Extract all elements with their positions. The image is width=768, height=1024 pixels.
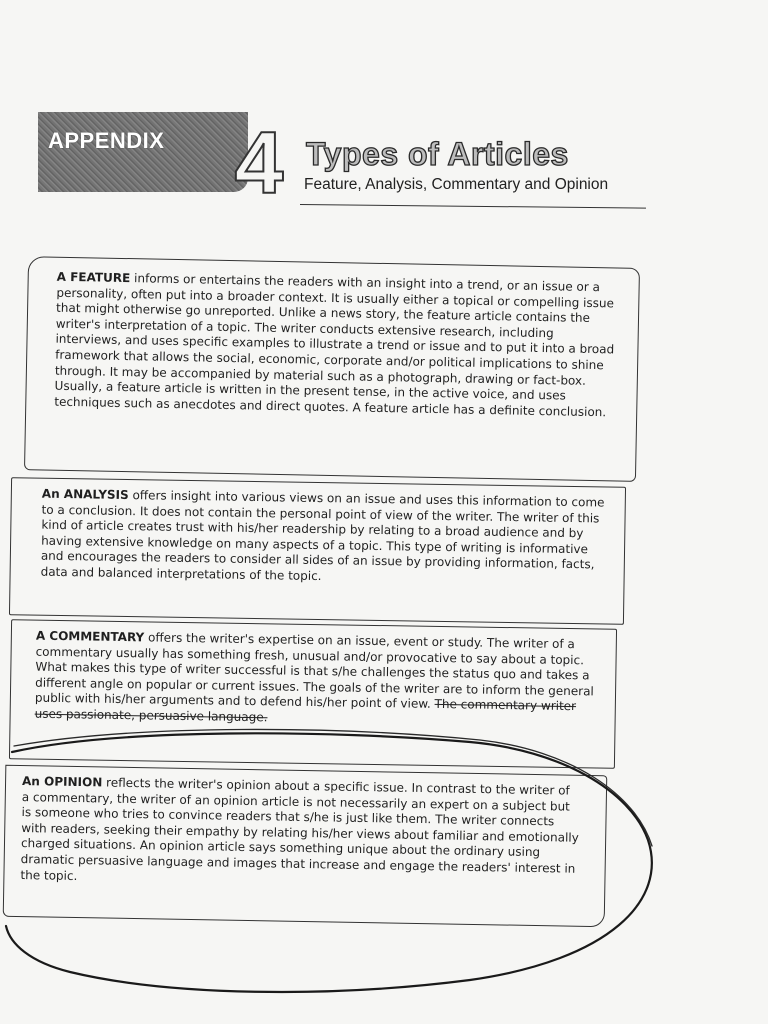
opinion-paragraph [20, 774, 580, 893]
page-title: Types of Articles [306, 136, 569, 172]
title-underline [300, 204, 646, 209]
feature-term: A FEATURE [56, 269, 131, 286]
page-subtitle: Feature, Analysis, Commentary and Opinion [304, 176, 609, 193]
commentary-section [9, 619, 617, 769]
opinion-text: reflects the writer's opinion about a specific issue. In contrast to the writer of a commentary, the writer of an opinion article is not necessarily an expert on a subject but is someone who tries to convince readers that s/he is just like them. The writer connects with readers, seeking their empathy by relating his/her views about familiar and emotionally charged situations. An opinion article says something unique about the ordinary using dramatic persuasive language and images that increase and engage the readers' interest in the topic. [20, 775, 579, 883]
commentary-text: offers the writer's expertise on an issue, event or study. The writer of a commentary usually has something fresh, unusual and/or provocative to say about a topic. What makes this type of writer successful is that s/he challenges the status quo and takes a different angle on popular or current issues. The goals of the writer are to inform the general public with his/her arguments and to defend his/her point of view. [34, 630, 594, 712]
analysis-text: offers insight into various views on an issue and uses this information to come to a conclusion. It does not contain the personal point of view of the writer. The writer of this kind of article creates trust with his/her readership by relating to a broad audience and by having extensive knowledge on many aspects of a topic. This type of writing is informative and encourages the readers to consider all sides of an issue by providing information, facts, data and balanced interpretations of the topic. [40, 488, 605, 584]
analysis-term: An ANALYSIS [41, 486, 129, 503]
analysis-section [9, 477, 626, 625]
feature-text: informs or entertains the readers with an insight into a trend, or an issue or a personality, often put into a broader context. It is usually either a topical or compelling issue that might otherwise go unreported. Unlike a news story, the feature article contains the writer's interpretation of a topic. The writer conducts extensive research, including interviews, and uses specific examples to illustrate a trend or issue and to put it into a broad framework that allows the social, economic, corporate and/or political implications to shine through. It may be accompanied by material such as a photograph, drawing or fact-box. Usually, a feature article is written in the present tense, in the active voice, and uses techniques such as anecdotes and direct quotes. A feature article has a definite conclusion. [54, 271, 615, 420]
opinion-term: An OPINION [21, 774, 103, 790]
appendix-number: 4 [234, 113, 284, 212]
commentary-struck-sentence: The commentary writer uses passionate, persuasive language. [34, 697, 577, 725]
opinion-section [3, 765, 608, 927]
appendix-label: APPENDIX [48, 128, 165, 153]
feature-paragraph [54, 270, 617, 421]
feature-section [24, 256, 640, 482]
analysis-paragraph [41, 487, 607, 589]
commentary-term: A COMMENTARY [35, 628, 145, 645]
commentary-paragraph [35, 629, 598, 731]
